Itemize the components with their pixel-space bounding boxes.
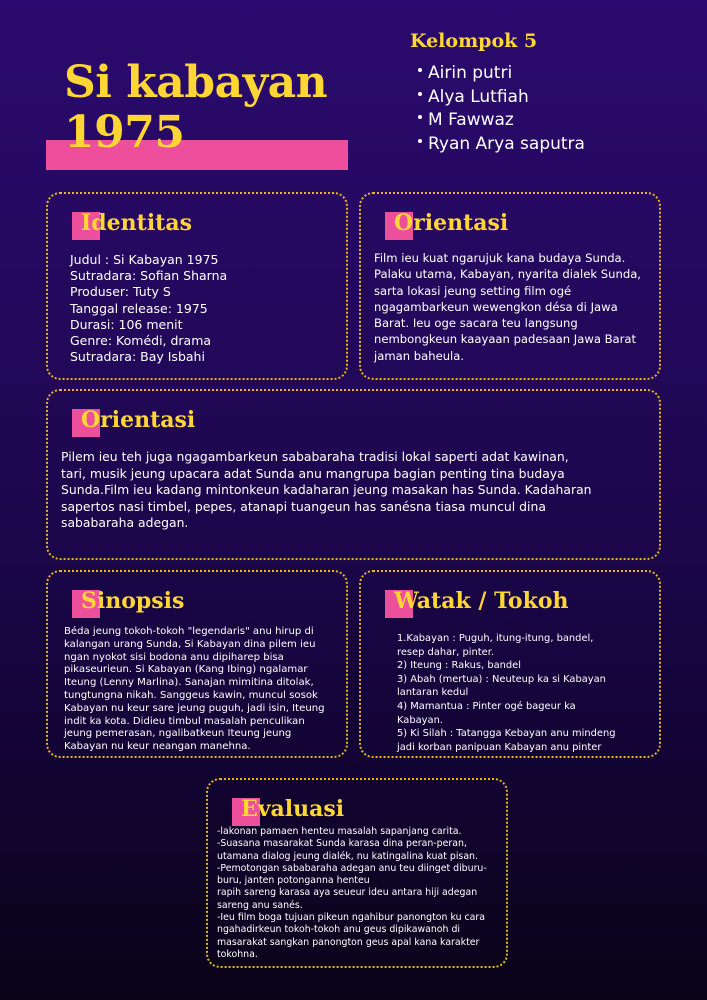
text-line: -Suasana masarakat Sunda karasa dina peran-peran, bbox=[217, 838, 467, 850]
text-line: jaman baheula. bbox=[374, 348, 465, 363]
watak-heading: Watak / Tokoh bbox=[394, 588, 569, 614]
text-line: Judul : Si Kabayan 1975 bbox=[70, 252, 219, 267]
text-line: Kabayan. bbox=[397, 714, 443, 726]
text-line: 4) Mamantua : Pinter ogé bageur ka bbox=[397, 700, 576, 712]
member-name: Airin putri bbox=[428, 63, 513, 83]
text-line: buru, janten potonganna henteu bbox=[217, 875, 370, 887]
text-line: tokohna. bbox=[217, 948, 258, 960]
evaluasi-card bbox=[206, 778, 508, 968]
text-line: ngan nyokot sisi bodona anu dipiharep bisa bbox=[64, 651, 284, 663]
text-line: sapertos nasi timbel, pepes, atanapi tuangeun has sanésna tiasa muncul dina bbox=[61, 498, 546, 514]
member-name: Alya Lutfiah bbox=[428, 86, 529, 107]
member-item bbox=[418, 109, 690, 133]
member-name: Ryan Arya saputra bbox=[428, 133, 585, 154]
text-line: Iteung (Lenny Marlina). Sanajan mimitina ditolak, bbox=[64, 677, 314, 689]
text-line: 5) Ki Silah : Tatangga Kebayan anu mindeng bbox=[397, 728, 616, 740]
member-item bbox=[418, 62, 690, 86]
text-line: Barat. Ieu oge sacara teu langsung bbox=[374, 316, 578, 331]
bullet-icon bbox=[418, 115, 422, 119]
text-line: sareng anu sanés. bbox=[217, 899, 303, 911]
sinopsis-card bbox=[46, 570, 348, 758]
text-line: Béda jeung tokoh-tokoh "legendaris" anu hirup di bbox=[64, 626, 314, 637]
page-title bbox=[64, 58, 327, 158]
text-line: Produser: Tuty S bbox=[70, 284, 171, 300]
watak-card bbox=[359, 570, 661, 758]
text-line: sababaraha adegan. bbox=[61, 515, 189, 531]
identitas-card bbox=[46, 192, 348, 380]
orientasi-body-1 bbox=[374, 250, 656, 364]
text-line: kalangan urang Sunda, Si Kabayan dina pilem ieu bbox=[64, 638, 316, 650]
title-line-1: Si kabayan bbox=[64, 57, 328, 108]
text-line: tari, musik jeung upacara adat Sunda anu mangrupa bagian penting tina budaya bbox=[61, 465, 565, 481]
text-line: lantaran kedul bbox=[397, 687, 469, 699]
text-line: masarakat sangkan panongton geus apal kana karakter bbox=[217, 936, 480, 948]
text-line: Durasi: 106 menit bbox=[70, 316, 183, 332]
text-line: sarta lokasi jeung setting film ogé bbox=[374, 283, 572, 298]
text-line: resep dahar, pinter. bbox=[397, 646, 495, 658]
text-line: 1.Kabayan : Puguh, itung-itung, bandel, bbox=[397, 633, 594, 644]
text-line: Kabayan nu keur sare jeung puguh, jadi isin, Iteung bbox=[64, 702, 325, 714]
text-line: ngahadirkeun tokoh-tokoh anu geus dipikawanoh di bbox=[217, 924, 461, 936]
member-item bbox=[418, 86, 690, 110]
text-line: 3) Abah (mertua) : Neuteup ka si Kabayan bbox=[397, 673, 606, 685]
text-line: utamana dialog jeung dialék, nu katingalina kuat pisan. bbox=[217, 850, 478, 862]
text-line: ngagambarkeun wewengkon désa di Jawa bbox=[374, 299, 618, 314]
bullet-icon bbox=[418, 92, 422, 96]
text-line: -Ieu film boga tujuan pikeun ngahibur panongton ku cara bbox=[217, 912, 486, 924]
bullet-icon bbox=[418, 68, 422, 72]
text-line: Tanggal release: 1975 bbox=[70, 300, 208, 316]
text-line: Kabayan nu keur neangan manehna. bbox=[64, 741, 251, 753]
identitas-body bbox=[70, 252, 227, 365]
identitas-heading: Identitas bbox=[81, 210, 192, 236]
text-line: rapih sareng karasa aya seueur ideu antara hiji adegan bbox=[217, 887, 478, 899]
orientasi-heading: Orientasi bbox=[394, 210, 509, 236]
orientasi-card-2 bbox=[46, 389, 661, 560]
member-item bbox=[418, 133, 690, 157]
group-title: Kelompok 5 bbox=[410, 30, 538, 52]
title-block bbox=[46, 52, 356, 172]
text-line: jadi korban panipuan Kabayan anu pinter bbox=[397, 741, 602, 753]
sinopsis-heading: Sinopsis bbox=[81, 588, 185, 614]
orientasi-card-1 bbox=[359, 192, 661, 380]
member-name: M Fawwaz bbox=[428, 110, 514, 130]
text-line: Sutradara: Sofian Sharna bbox=[70, 268, 228, 284]
text-line: Sutradara: Bay Isbahi bbox=[70, 349, 205, 365]
text-line: pikaseurieun. Si Kabayan (Kang Ibing) ngalamar bbox=[64, 664, 308, 676]
evaluasi-body bbox=[217, 826, 505, 961]
text-line: Sunda.Film ieu kadang mintonkeun kadaharan jeung masakan has Sunda. Kadaharan bbox=[61, 482, 592, 498]
bullet-icon bbox=[418, 139, 422, 143]
text-line: Genre: Komédi, drama bbox=[70, 333, 212, 349]
text-line: tungtungna nikah. Sanggeus kawin, muncul sosok bbox=[64, 689, 318, 701]
title-line-2: 1975 bbox=[64, 107, 185, 158]
orientasi-body-2 bbox=[61, 449, 651, 532]
group-block bbox=[410, 30, 690, 156]
text-line: Pilem ieu teh juga ngagambarkeun sababaraha tradisi lokal saperti adat kawinan, bbox=[61, 449, 569, 464]
text-line: indit ka kota. Didieu timbul masalah penculikan bbox=[64, 715, 305, 727]
text-line: Palaku utama, Kabayan, nyarita dialek Sunda, bbox=[374, 267, 641, 282]
orientasi-heading-2: Orientasi bbox=[81, 407, 196, 433]
text-line: 2) Iteung : Rakus, bandel bbox=[397, 660, 521, 672]
member-list bbox=[410, 62, 690, 156]
sinopsis-body bbox=[64, 626, 346, 754]
evaluasi-heading: Evaluasi bbox=[241, 796, 345, 822]
text-line: Film ieu kuat ngarujuk kana budaya Sunda. bbox=[374, 251, 626, 265]
text-line: jeung pemerasan, ngalibatkeun Iteung jeung bbox=[64, 728, 292, 740]
text-line: -lakonan pamaen henteu masalah sapanjang carita. bbox=[217, 826, 462, 837]
watak-body bbox=[397, 632, 659, 754]
text-line: nembongkeun kaayaan padesaan Jawa Barat bbox=[374, 332, 637, 347]
text-line: -Pemotongan sababaraha adegan anu teu diinget diburu- bbox=[217, 862, 487, 874]
